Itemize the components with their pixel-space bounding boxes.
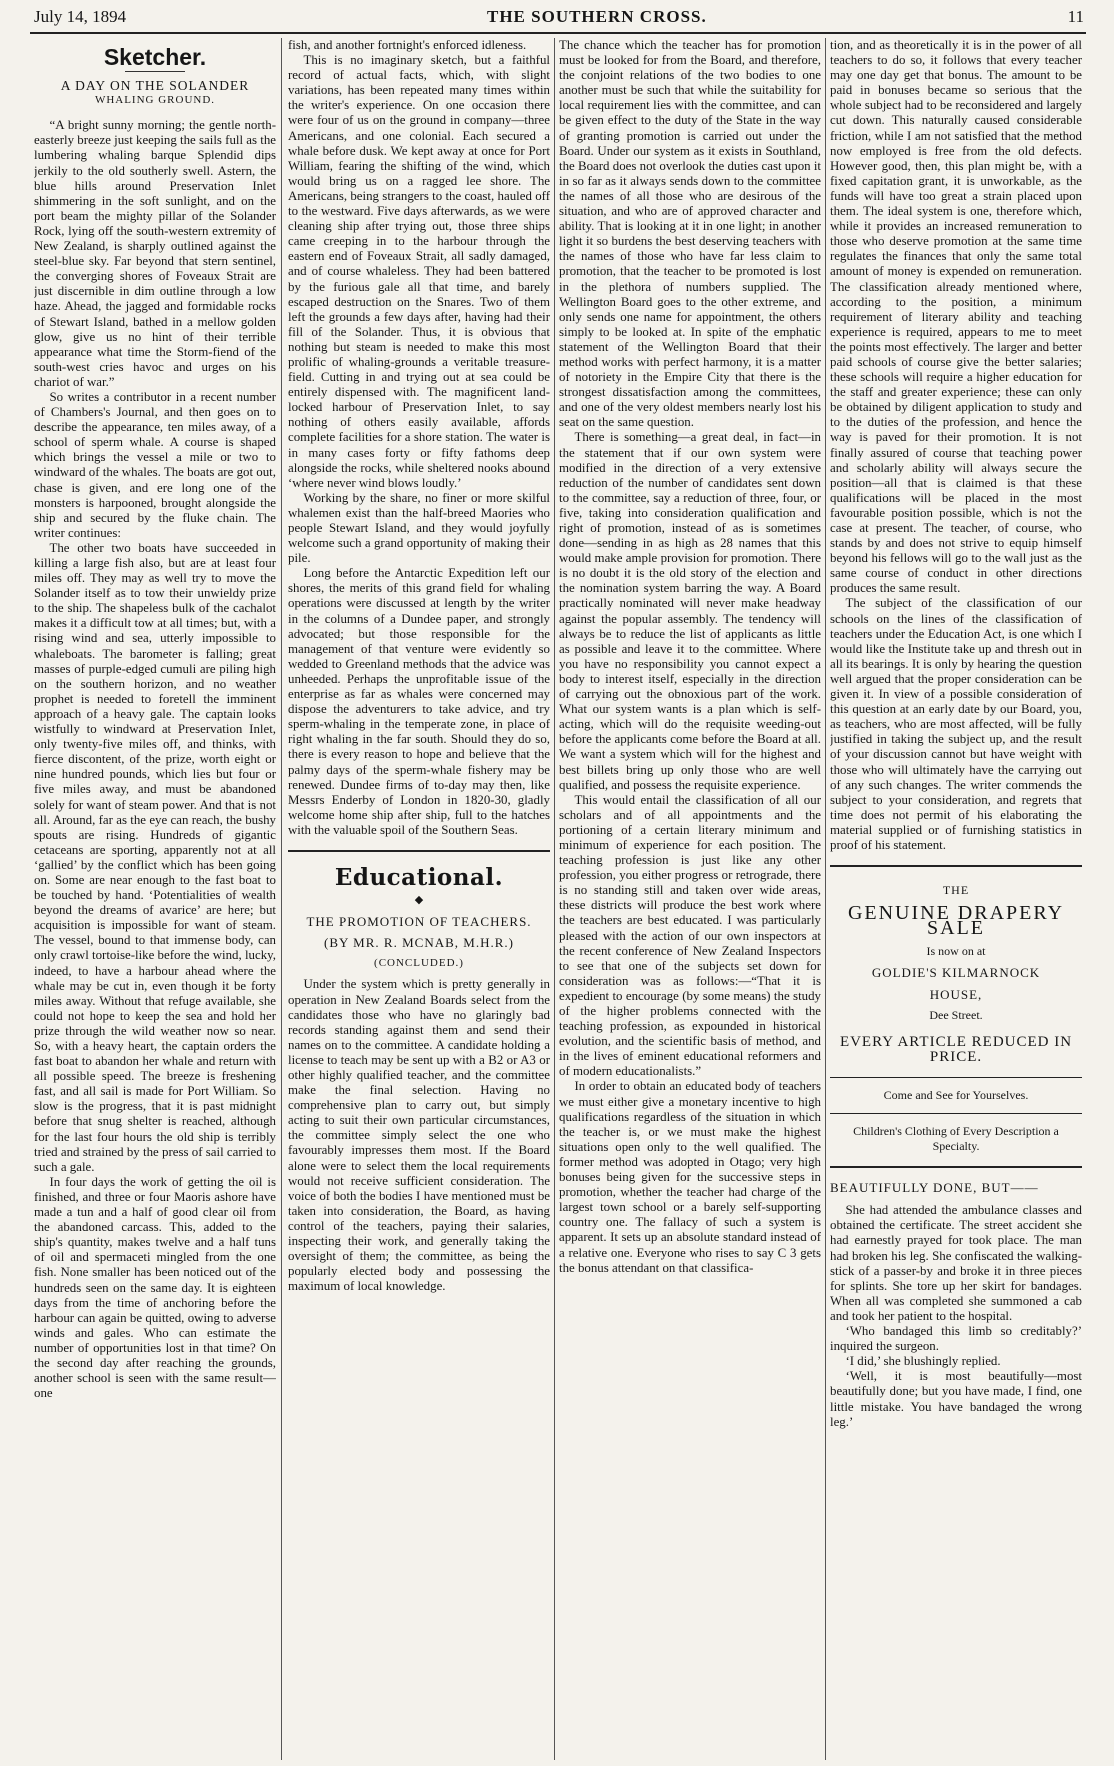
paragraph: In order to obtain an educated body of teachers we must either give a monetary incentive to high qualifications regardless of the situation in which the teacher is, or we must make the highest situations open only to the well qualified. The former method was adopted in Otago; very high bonuses being given for the successive steps in promotion, whether the teacher had charge of the largest town school or a barely self-supporting country one. The fallacy of such a system is apparent. It sets up an absolute standard instead of a relative one. Everyone who rises to say C 3 gets the bonus attendant on that classifica- (559, 1079, 821, 1275)
column-divider (554, 38, 555, 1760)
paragraph: There is something—a great deal, in fact—in the statement that if our own system were modified in the direction of a very extensive reduction of the number of candidates sent down to the committee, say a reduction of three, four, or five, taking into consideration qualification and right of promotion, instead of as is sometimes done—sending in as high as 28 names that this would make ample provision for promotion. There is no doubt it is the old story of the election and the nomination system barring the way. A Board practically nominated will never make headway against the popular assembly. The tendency will always be to reduce the list of applicants as little as possible and leave it to the committee. Where you have no responsibility you cannot expect a body to interest itself, especially in the direction of carrying out the obnoxious part of the work. What our system wants is a plan which is self-acting, which will do the requisite weeding-out before the applicants come before the Board at all. We want a system which will for the highest and best billets bring up only those who are well qualified, and possess the requisite experience. (559, 430, 821, 792)
story-heading: BEAUTIFULLY DONE, BUT—— (830, 1180, 1039, 1196)
paragraph: ‘Who bandaged this limb so creditably?’ inquired the surgeon. (830, 1324, 1082, 1354)
section-rule (288, 850, 550, 852)
paragraph: “A bright sunny morning; the gentle north-easterly breeze just keeping the sails full as the lumbering whaling barque Splendid dips jerkily to the old southerly swell. Astern, the blue hills around Preservation Inlet shimmering in the soft sunlight, and on the port beam the mighty pillar of the Solander Rock, lying off the south-western extremity of New Zealand, is sharply outlined against the steel-blue sky. Far beyond that stern sentinel, the converging shores of Foveaux Strait are just discernible in dim outline through a low haze. Ahead, the jagged and formidable rocks of Stewart Island, bathed in a mellow golden glow, give us no hint of their terrible appearance what time the Storm-fiend of the south-west cries havoc and urges on his chariot of war.” (34, 118, 276, 389)
column-1 (34, 38, 276, 1760)
paragraph: Long before the Antarctic Expedition left our shores, the merits of this grand field for whaling operations were discussed at length by the writer in the columns of a Dundee paper, and strongly advocated; but those responsible for the management of that venture were evidently so wedded to Greenland methods that the advice was unheeded. Perhaps the unprofitable issue of the enterprise as far as whales were concerned may dispose the adventurers to take advice, and try sperm-whaling in the temperate zone, in place of right whaling in the far south. Should they do so, there is every reason to hope and believe that the palmy days of the sperm-whale fishery may be renewed. Dundee firms of to-day may then, like Messrs Enderby of London in 1820-30, gladly welcome home ship after ship, full to the hatches with the valuable spoil of the Southern Seas. (288, 566, 550, 837)
masthead-rule (30, 32, 1086, 34)
section-heading-educational: Educational. (334, 863, 504, 891)
paragraph: So writes a contributor in a recent number of Chambers's Journal, and then goes on to describe the appearance, ten miles away, of a school of sperm whale. A course is shaped which brings the vessel a mile or two to windward of the whales. The boats are got out, chase is given, and ere long one of the monsters is harpooned, brought alongside the ship and secured by the fluke chain. The writer continues: (34, 389, 276, 540)
ad-title: GENUINE DRAPERY SALE (847, 902, 1065, 940)
column-divider (825, 38, 826, 1760)
ad-house: HOUSE, (929, 986, 983, 1002)
heading-rule (125, 71, 185, 72)
paragraph: The chance which the teacher has for promotion must be looked for from the Board, and therefore, the conjoint relations of the two bodies to one another must be such that while the suitability for local requirement lies with the committee, and can be given effect to the duty of the State in the way of granting promotion is carried out under the Board. Under our system as it exists in Southland, the Board does not overlook the duties cast upon it in so far as it always sends down to the committee the names of all those who are desirous of the situation, and who are of approved character and ability. That is looking at it in one light; in another light it so burdens the best deserving teachers with the names of those who have far less claim to promotion, that the teacher to be promoted is lost in the plethora of numbers supplied. The Wellington Board goes to the other extreme, and only sends one name for appointment, the others simply to be looked at. In spite of the emphatic statement of the Wellington Board that their method works with perfect harmony, it is a matter of notoriety in the Empire City that there is the strongest dissatisfaction among the committees, and one of the very oldest members nearly lost his seat on the same question. (559, 38, 821, 430)
article-title: A DAY ON THE SOLANDER (60, 78, 250, 94)
page-number: 11 (1067, 7, 1084, 26)
issue-date: July 14, 1894 (34, 7, 127, 26)
column-2 (288, 38, 550, 1760)
masthead (34, 4, 1084, 30)
paragraph: fish, and another fortnight's enforced idleness. (288, 38, 527, 52)
article-title: THE PROMOTION OF TEACHERS. (306, 914, 532, 930)
article-subtitle: WHALING GROUND. (94, 94, 216, 107)
paragraph: Under the system which is pretty generally in operation in New Zealand Boards select from the candidates those who have no glaringly bad records standing against them and send their names on to the committee. A candidate holding a license to teach may be sent up with a B2 or A3 or other highly qualified teacher, and the committee make the final selection. Having no comprehensive plan to carry out, but simply acting to suit their own particular circumstances, the committee simply select the one who favourably impresses them most. If the Board alone were to select them the local requirements would not receive sufficient consideration. The voice of both the bodies I have mentioned must be taken into consideration, the Board, as having control of the teachers, paying their salaries, inspecting their work, and generally taking the oversight of them; the committee, as being the popularly elected body and possessing the maximum of local knowledge. (288, 977, 550, 1294)
paragraph: She had attended the ambulance classes and obtained the certificate. The street accident she had earnestly prayed for took place. The man had broken his leg. She confiscated the walking-stick of a passer-by and broke it in three pieces for splints. She tore up her skirt for bandages. When all was completed she summoned a cab and took her patient to the hospital. (830, 1203, 1082, 1323)
paragraph: ‘I did,’ she blushingly replied. (845, 1354, 1001, 1369)
paragraph: tion, and as theoretically it is in the power of all teachers to do so, it follows that every teacher may one day get that bonus. The amount to be paid in bonuses became so serious that the whole subject had to be reconsidered and largely cut down. This naturally caused considerable friction, while I am not satisfied that the method now employed is free from the old defects. However good, then, this plan might be, with a fixed capitation grant, it is unworkable, as the funds will have too great a strain placed upon them. The ideal system is one, therefore which, while it provides an increased remuneration to those who deserve promotion at the same time regulates the finances that only the same total amount of money is expended on remuneration. The classification already mentioned where, according to the position, a minimum requirement of literary ability and teaching experience is required, appears to me to meet the points most effectively. The larger and better paid schools of course give the better salaries; these schools will require a higher education for the staff and greater experience; these can only be obtained by diligent application to study and to the duties of the profession, and hence the way is paved for their promotion. It is not finally assured of course that teaching power and scholarly ability will always secure the position—all that is claimed is that these qualifications will be placed in the most favourable position possible, which is not the case at present. The teacher, of course, who stands by and does not strive to equip himself beyond his fellows will go to the wall just as the same course of conduct in other directions produces the same result. (830, 38, 1082, 596)
newspaper-title: THE SOUTHERN CROSS. (486, 7, 707, 26)
ad-slogan: EVERY ARTICLE REDUCED IN PRICE. (839, 1033, 1073, 1065)
ad-shop-name: GOLDIE'S KILMARNOCK (871, 965, 1041, 981)
ad-street: Dee Street. (929, 1007, 983, 1022)
byline: (BY MR. R. MCNAB, M.H.R.) (324, 935, 514, 951)
section-rule (830, 865, 1082, 867)
ad-rule (830, 1113, 1082, 1114)
ad-now: Is now on at (926, 944, 986, 959)
paragraph: Working by the share, no finer or more skilful whalemen exist than the half-breed Maories who people Stewart Island, and they would joyfully welcome such a grand opportunity of making their pile. (288, 490, 550, 566)
paragraph: This would entail the classification of all our scholars and of all appointments and the portioning of a certain literary minimum and minimum of experience for each position. The teaching profession is just like any other profession, you either progress or retrograde, there is no standing still and taken over wide areas, these districts will produce the best work where the teachers are best educated. I was particularly pleased with the action of our own inspectors at the recent conference of New Zealand Inspectors to see that one of the subjects set down for consideration was as follows:—“That it is expedient to encourage (by some means) the study of the higher problems connected with the teaching profession, as expounded in historical evolution, and the scientific basis of method, and in the lives of eminent educational reformers and of modern educationalists.” (559, 792, 821, 1079)
ad-come: Come and See for Yourselves. (883, 1087, 1029, 1102)
paragraph: This is no imaginary sketch, but a faithful record of actual facts, which, with slight variations, has been repeated many times within the writer's experience. On one occasion there were four of us on the ground in company—three Americans, and one colonial. Each secured a whale before dusk. We kept away at once for Port William, fearing the shifting of the wind, which would bring us on a ragged lee shore. The Americans, being strangers to the coast, hauled off to the westward. Five days afterwards, as we were cleaning ship after trying out, those three ships came creeping in to the harbour through the eastern end of Foveaux Strait, all sadly damaged, and of course whaleless. They had been battered by the furious gale all that time, and barely escaped destruction on the Snares. Two of them left the grounds a few days after, having had their fill of the Solander. Thus, it is obvious that nothing but steam is needed to make this most prolific of whaling-grounds a veritable treasure-field. Cutting in and trying out at sea could be entirely dispensed with. The magnificent land-locked harbour of Preservation Inlet, to say nothing of others easily available, affords complete facilities for a shore station. The water is in many cases forty or fifty fathoms deep alongside the rocks, while sheltered nooks abound ‘where never wind blows loudly.’ (288, 53, 550, 490)
ad-children: Children's Clothing of Every Description a Specialty. (853, 1124, 1059, 1154)
ad-rule (830, 1077, 1082, 1078)
column-4 (830, 38, 1082, 1760)
ornament: ◆ (414, 894, 424, 907)
paragraph: The other two boats have succeeded in killing a large fish also, but are at least four miles off. They may as well try to move the Solander itself as to tow their unwieldy prize to the ship. The shapeless bulk of the cachalot makes it a difficult tow at all times; but, with a rising wind and sea, utterly impossible to whaleboats. The barometer is falling; great masses of purple-edged cumuli are piling high on the southern horizon, and no weather prophet is needed to foretell the imminent approach of a heavy gale. The captain looks wistfully to windward at Preservation Inlet, only twenty-five miles off, and thinks, with fierce discontent, of the prize, worth eight or nine hundred pounds, which lies but four or five miles away, and must be abandoned solely for want of steam power. And that is not all. Around, far as the eye can reach, the bushy spouts are rising. Hundreds of gigantic cetaceans are sporting, apparently not at all ‘gallied’ by the conflict which has been going on. Some are near enough to the fast boat to be touched by hand. ‘Potentialities of wealth beyond the dreams of avarice’ are here; but acquisition is impossible for want of steam. The vessel, bound to that immense body, can only crawl tortoise-like before the wind, lucky, indeed, to have a harbour ahead where the whale may be cut in, even though it be forty miles away. Without that refuge available, she could not hope to keep the sea and hold her prize through the wild weather now so near. So, with a heavy heart, the captain orders the fast boat to abandon her whale and return with all possible speed. The breeze is freshening fast, and all sail is made for Port William. So slow is the progress, that it is past midnight before that snug shelter is reached, although for the last four hours the old ship is terribly tried and strained by the press of sail carried to such a gale. (34, 540, 276, 1174)
section-rule (830, 1166, 1082, 1168)
paragraph: ‘Well, it is most beautifully—most beautifully done; but you have made, I find, one little mistake. You have bandaged the wrong leg.’ (830, 1369, 1082, 1429)
concluded-note: (CONCLUDED.) (374, 957, 464, 970)
paragraph: In four days the work of getting the oil is finished, and three or four Maoris ashore have made a tun and a half of good clear oil from the abandoned carcass. This, added to the ship's quantity, makes twelve and a half tuns of oil and spermaceti mingled from the one fish. None smaller has been noticed out of the hundreds seen on the same day. It is eighteen days from the time of anchoring before the harbour can again be quitted, owing to adverse winds and gales. Who can estimate the number of opportunities lost in that time? On the second day after reaching the grounds, another school is seen with the same result—one (34, 1174, 276, 1401)
drapery-advertisement (830, 883, 1082, 1154)
column-3 (559, 38, 821, 1760)
ad-the: THE (942, 883, 970, 898)
section-heading-sketcher: Sketcher. (103, 44, 207, 70)
paragraph: The subject of the classification of our schools on the lines of the classification of teachers under the Education Act, is one which I would like the Institute take up and thresh out in all its bearings. It is only by hearing the question well argued that the proper consideration can be given it. In view of a possible consideration of this question at an early date by our Board, you, as teachers, who are most affected, will be fully justified in taking the subject up, and the result of your discussion cannot but have weight with those who will ultimately have the carrying out of any such changes. The writer commends the subject to your consideration, and regrets that time does not permit of his elaborating the material supplied or of furnishing statistics in proof of his statement. (830, 596, 1082, 852)
column-divider (281, 38, 282, 1760)
